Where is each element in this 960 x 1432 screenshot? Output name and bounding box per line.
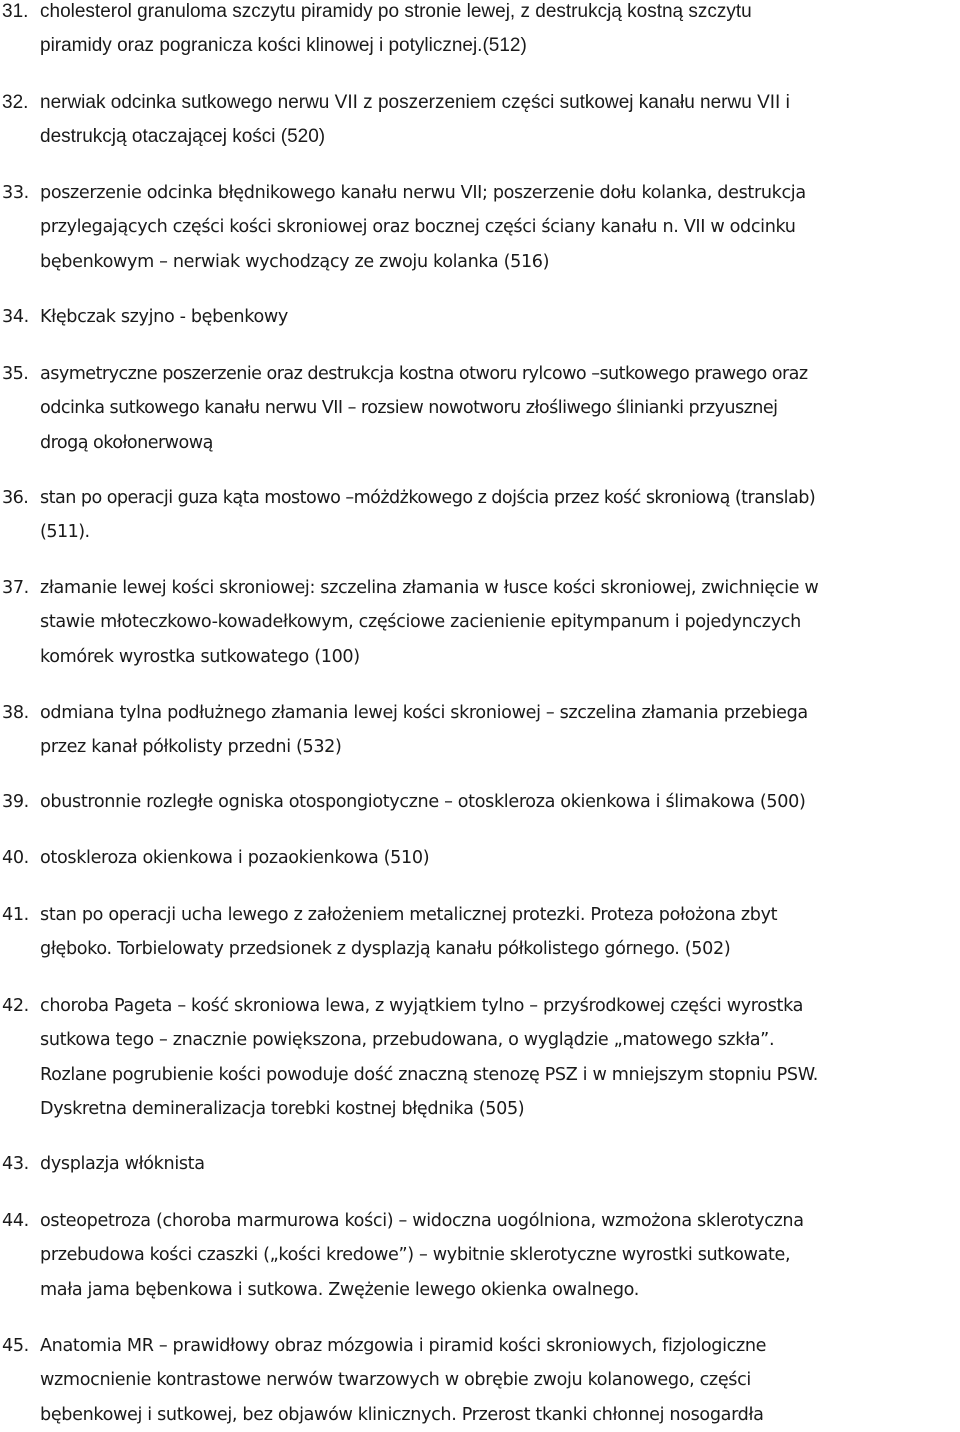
text-line: (511). xyxy=(40,522,90,543)
list-item-44 xyxy=(0,1204,958,1307)
item-number: 32. xyxy=(2,92,29,113)
text-line: stawie młoteczkowo-kowadełkowym, częściowe zacienienie epitympanum i pojedynczych xyxy=(40,612,801,633)
text-line: sutkowa tego – znacznie powiększona, przebudowana, o wyglądzie „matowego szkła”. xyxy=(40,1030,775,1051)
text-line: poszerzenie odcinka błędnikowego kanału nerwu VII; poszerzenie dołu kolanka, destrukcja xyxy=(40,183,806,203)
text-line: destrukcją otaczającej kości (520) xyxy=(40,126,326,147)
text-line: stan po operacji guza kąta mostowo –móżdżkowego z dojścia przez kość skroniową (translab) xyxy=(40,488,816,508)
item-number: 42. xyxy=(2,996,29,1016)
text-line: bębenkowej i sutkowej, bez objawów klinicznych. Przerost tkanki chłonnej nosogardła xyxy=(40,1404,764,1425)
item-number: 37. xyxy=(2,578,29,598)
item-text xyxy=(40,696,808,765)
item-text xyxy=(40,1147,205,1181)
text-line: stan po operacji ucha lewego z założeniem metalicznej protezki. Proteza położona zbyt xyxy=(40,905,778,925)
item-number: 40. xyxy=(2,848,29,868)
text-line: odcinka sutkowego kanału nerwu VII – rozsiew nowotworu złośliwego ślinianki przyusznej xyxy=(40,398,778,419)
item-text xyxy=(40,571,818,674)
item-number: 35. xyxy=(2,364,29,384)
item-number: 33. xyxy=(2,183,29,203)
item-text xyxy=(40,176,806,279)
text-line: drogą okołonerwową xyxy=(40,432,213,453)
text-line: przylegających części kości skroniowej oraz bocznej części ściany kanału n. VII w odcinku xyxy=(40,217,796,238)
item-number: 36. xyxy=(2,488,29,508)
list-item-43 xyxy=(0,1147,958,1181)
text-line: mała jama bębenkowa i sutkowa. Zwężenie lewego okienka owalnego. xyxy=(40,1279,639,1300)
text-line: przez kanał półkolisty przedni (532) xyxy=(40,737,342,758)
item-text xyxy=(40,898,777,967)
text-line: asymetryczne poszerzenie oraz destrukcja kostna otworu rylcowo –sutkowego prawego oraz xyxy=(40,364,808,384)
text-line: Rozlane pogrubienie kości powoduje dość znaczną stenozę PSZ i w mniejszym stopniu PSW. xyxy=(40,1064,819,1085)
item-number: 41. xyxy=(2,905,29,925)
item-number: 38. xyxy=(2,703,29,723)
list-item-35 xyxy=(0,357,958,460)
list-item-32 xyxy=(0,86,958,154)
item-number: 34. xyxy=(2,307,29,327)
text-line: złamanie lewej kości skroniowej: szczelina złamania w łusce kości skroniowej, zwichnięcie w xyxy=(40,578,819,598)
list-item-40 xyxy=(0,841,958,875)
text-line: nerwiak odcinka sutkowego nerwu VII z poszerzeniem części sutkowej kanału nerwu VII i xyxy=(40,92,790,113)
list-item-41 xyxy=(0,898,958,967)
item-number: 31. xyxy=(2,1,29,22)
list-item-36 xyxy=(0,481,958,550)
text-line: dysplazja włóknista xyxy=(40,1154,205,1174)
list-item-39 xyxy=(0,785,958,819)
list-item-31 xyxy=(0,0,958,63)
text-line: obustronnie rozległe ogniska otospongiotyczne – otoskleroza okienkowa i ślimakowa (500) xyxy=(40,792,806,812)
item-text xyxy=(40,1204,804,1307)
item-number: 44. xyxy=(2,1211,29,1231)
list-item-34 xyxy=(0,300,958,334)
list-item-45 xyxy=(0,1329,958,1432)
text-line: Dyskretna demineralizacja torebki kostnej błędnika (505) xyxy=(40,1099,525,1120)
list-item-33 xyxy=(0,176,958,279)
item-text xyxy=(40,1329,766,1432)
item-text xyxy=(40,300,288,334)
item-text xyxy=(40,841,429,875)
text-line: Kłębczak szyjno - bębenkowy xyxy=(40,307,288,327)
item-text xyxy=(40,0,752,63)
item-number: 43. xyxy=(2,1154,29,1174)
text-line: odmiana tylna podłużnego złamania lewej kości skroniowej – szczelina złamania przebiega xyxy=(40,703,808,723)
text-line: wzmocnienie kontrastowe nerwów twarzowych w obrębie zwoju kolanowego, części xyxy=(40,1370,751,1391)
text-line: osteopetroza (choroba marmurowa kości) – widoczna uogólniona, wzmożona sklerotyczna xyxy=(40,1211,804,1231)
item-text xyxy=(40,989,818,1127)
text-line: komórek wyrostka sutkowatego (100) xyxy=(40,646,360,667)
item-text xyxy=(40,481,815,550)
text-line: choroba Pageta – kość skroniowa lewa, z wyjątkiem tylno – przyśrodkowej części wyrostka xyxy=(40,996,804,1016)
text-line: bębenkowym – nerwiak wychodzący ze zwoju kolanka (516) xyxy=(40,251,550,272)
list-item-38 xyxy=(0,696,958,765)
text-line: głęboko. Torbielowaty przedsionek z dysplazją kanału półkolistego górnego. (502) xyxy=(40,939,731,960)
list-item-42 xyxy=(0,989,958,1127)
item-number: 45. xyxy=(2,1336,29,1356)
item-number: 39. xyxy=(2,792,29,812)
text-line: Anatomia MR – prawidłowy obraz mózgowia i piramid kości skroniowych, fizjologiczne xyxy=(40,1336,767,1356)
item-text xyxy=(40,86,790,154)
list-item-37 xyxy=(0,571,958,674)
text-line: przebudowa kości czaszki („kości kredowe”) – wybitnie sklerotyczne wyrostki sutkowate, xyxy=(40,1245,791,1266)
text-line: piramidy oraz pogranicza kości klinowej i potylicznej.(512) xyxy=(40,35,527,56)
text-line: otoskleroza okienkowa i pozaokienkowa (510) xyxy=(40,848,430,868)
text-line: cholesterol granuloma szczytu piramidy po stronie lewej, z destrukcją kostną szczytu xyxy=(40,1,752,22)
item-text xyxy=(40,785,805,819)
item-text xyxy=(40,357,808,460)
